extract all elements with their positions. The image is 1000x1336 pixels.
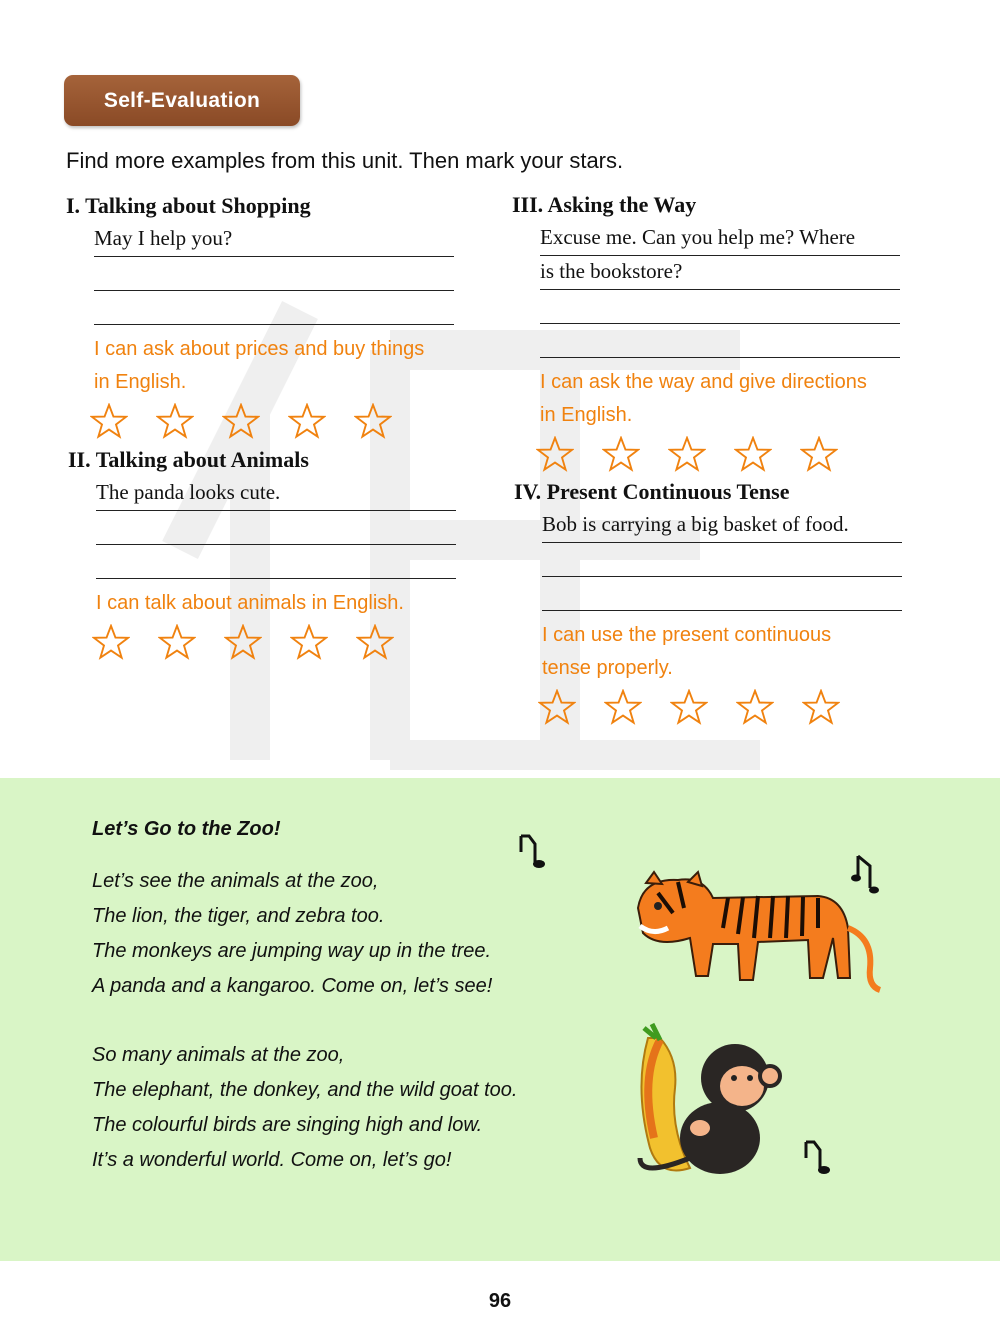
example-line-3[interactable] (542, 577, 902, 611)
can-do-statement (94, 333, 474, 399)
can-do-statement (96, 587, 476, 620)
lyric-line: The elephant, the donkey, and the wild goat too. (92, 1079, 518, 1101)
page-number: 96 (488, 1290, 512, 1312)
star-icon[interactable] (356, 624, 394, 660)
monkey-banana-illustration (630, 1018, 790, 1188)
example-line-3[interactable] (94, 291, 454, 325)
can-do-statement (542, 619, 922, 685)
can-do-line: I can ask the way and give directions (540, 371, 867, 393)
star-icon[interactable] (536, 436, 574, 472)
lyric-line: The monkeys are jumping way up in the tree. (92, 940, 492, 962)
star-icon[interactable] (224, 624, 262, 660)
example-line-4[interactable] (540, 324, 900, 358)
lyric-line: It’s a wonderful world. Come on, let’s go! (92, 1149, 452, 1171)
star-icon[interactable] (800, 436, 838, 472)
can-do-statement (540, 366, 920, 432)
can-do-line: in English. (540, 404, 633, 426)
star-icon[interactable] (92, 624, 130, 660)
lyric-line: A panda and a kangaroo. Come on, let’s see! (92, 975, 493, 997)
section-title: IV. Present Continuous Tense (514, 479, 790, 504)
example-line-2[interactable]: is the bookstore? (540, 256, 900, 290)
example-line-1[interactable]: Excuse me. Can you help me? Where (540, 222, 900, 256)
music-note-icon (515, 832, 551, 874)
example-line-1[interactable]: May I help you? (94, 223, 454, 257)
example-line-1[interactable]: The panda looks cute. (96, 477, 456, 511)
star-icon[interactable] (156, 403, 194, 439)
example-line-1[interactable]: Bob is carrying a big basket of food. (542, 509, 902, 543)
example-line-3[interactable] (540, 290, 900, 324)
star-rating (536, 436, 904, 472)
star-rating (90, 403, 458, 439)
star-icon[interactable] (668, 436, 706, 472)
section-title: III. Asking the Way (512, 192, 697, 217)
star-icon[interactable] (734, 436, 772, 472)
star-icon[interactable] (222, 403, 260, 439)
example-line-2[interactable] (542, 543, 902, 577)
section-title: I. Talking about Shopping (66, 193, 311, 218)
song-panel (0, 778, 1000, 1261)
section-animals (68, 447, 460, 660)
star-icon[interactable] (736, 689, 774, 725)
star-rating (538, 689, 906, 725)
star-icon[interactable] (802, 689, 840, 725)
section-present-continuous (514, 479, 906, 725)
music-note-icon (800, 1138, 836, 1180)
song-title: Let’s Go to the Zoo! (92, 818, 281, 840)
song-verse-2 (92, 1038, 518, 1178)
example-line-2[interactable] (94, 257, 454, 291)
section-asking-way (512, 192, 904, 472)
lyric-line: So many animals at the zoo, (92, 1044, 345, 1066)
star-rating (92, 624, 460, 660)
can-do-line: I can use the present continuous (542, 624, 832, 646)
star-icon[interactable] (602, 436, 640, 472)
section-shopping (66, 193, 458, 439)
star-icon[interactable] (604, 689, 642, 725)
star-icon[interactable] (288, 403, 326, 439)
song-verse-1 (92, 864, 492, 1004)
example-line-2[interactable] (96, 511, 456, 545)
can-do-line: tense properly. (542, 657, 673, 679)
lyric-line: The colourful birds are singing high and low. (92, 1114, 483, 1136)
instruction-text: Find more examples from this unit. Then mark your stars. (66, 148, 624, 173)
star-icon[interactable] (670, 689, 708, 725)
lyric-line: Let’s see the animals at the zoo, (92, 870, 379, 892)
can-do-line: in English. (94, 371, 187, 393)
star-icon[interactable] (354, 403, 392, 439)
star-icon[interactable] (538, 689, 576, 725)
star-icon[interactable] (90, 403, 128, 439)
lyric-line: The lion, the tiger, and zebra too. (92, 905, 385, 927)
star-icon[interactable] (158, 624, 196, 660)
self-evaluation-badge: Self-Evaluation (64, 75, 300, 126)
can-do-line: I can ask about prices and buy things (94, 338, 425, 360)
tiger-illustration (618, 868, 888, 1000)
section-title: II. Talking about Animals (68, 447, 309, 472)
star-icon[interactable] (290, 624, 328, 660)
can-do-line: I can talk about animals in English. (96, 592, 404, 614)
example-line-3[interactable] (96, 545, 456, 579)
